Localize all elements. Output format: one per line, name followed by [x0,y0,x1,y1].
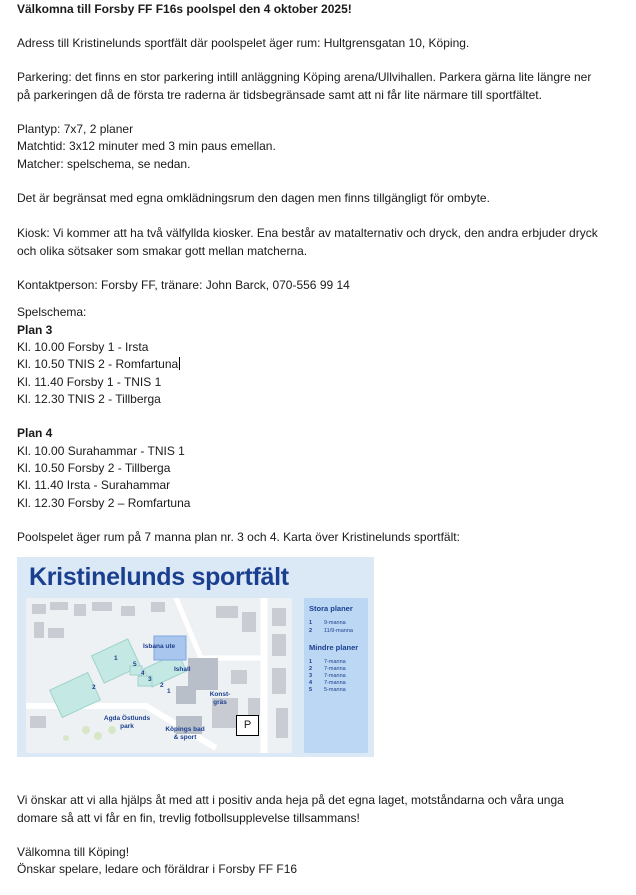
plan4-game: Kl. 10.00 Surahammar - TNIS 1 [17,444,185,458]
sportfalt-map [17,557,374,757]
plan-type-text: Plantyp: 7x7, 2 planer [17,122,134,136]
legend-big-header: Stora planer [309,604,353,613]
cheer-text: Vi önskar att vi alla hjälps åt med att i positiv anda heja på det egna laget, motståndarna och våra unga domare så att vi får en fin, trevlig fotbollsupplevelse tillsammans! [17,793,564,825]
address-text: Adress till Kristinelunds sportfält där poolspelet äger rum: Hultgrensgatan 10, Köping. [17,36,470,50]
match-time-text: Matchtid: 3x12 minuter med 3 min paus emellan. [17,139,276,153]
plan3-game: Kl. 12.30 TNIS 2 - Tillberga [17,392,161,406]
plan3-title: Plan 3 [17,323,53,337]
contact-text: Kontaktperson: Forsby FF, tränare: John Barck, 070-556 99 14 [17,278,350,292]
ishall-label: Ishall [174,666,191,673]
legend-row: 3 7-manna [309,673,346,679]
kiosk-text: Kiosk: Vi kommer att ha två välfyllda kiosker. Ena består av matalternativ och dryck, den andra erbjuder dryck och olika sötsaker som smakar gott mellan matcherna. [17,226,598,258]
pitch-number: 1 [114,655,118,662]
pitch-number: 4 [141,670,145,677]
plan4-game: Kl. 10.50 Forsby 2 - Tillberga [17,461,171,475]
plan3-game: Kl. 11.40 Forsby 1 - TNIS 1 [17,375,162,389]
legend-row: 2 11/9-manna [309,628,353,634]
bad-label: Köpings bad & sport [165,726,205,741]
map-legend [304,598,368,753]
plan4-game: Kl. 11.40 Irsta - Surahammar [17,478,171,492]
plan3-game: Kl. 10.50 TNIS 2 - Romfartuna [17,357,179,371]
pitch-number: 5 [133,661,137,668]
legend-row: 1 9-manna [309,620,346,626]
plan3-game: Kl. 10.00 Forsby 1 - Irsta [17,340,149,354]
isbana-label: Isbana ute [143,643,176,650]
text-cursor [179,357,180,370]
map-intro-text: Poolspelet äger rum på 7 manna plan nr. 3 och 4. Karta över Kristinelunds sportfält: [17,530,460,544]
parking-marker: P [236,715,259,736]
legend-row: 2 7-manna [309,666,346,672]
park-label: Agda Östlunds park [103,715,151,730]
pitch-number: 3 [148,676,152,683]
changing-rooms-text: Det är begränsat med egna omklädningsrum den dagen men finns tillgängligt för ombyte. [17,191,490,205]
legend-row: 5 5-manna [309,687,346,693]
legend-row: 4 7-manna [309,680,346,686]
welcome-text: Välkomna till Köping! [17,845,130,859]
matches-text: Matcher: spelschema, se nedan. [17,157,191,171]
legend-row: 1 7-manna [309,659,346,665]
legend-small-header: Mindre planer [309,643,359,652]
schedule-label: Spelschema: [17,305,87,319]
pitch-number: 2 [92,684,96,691]
map-title: Kristinelunds sportfält [29,563,289,591]
konstgras-label: Konst-gräs [209,691,231,706]
page-title: Välkomna till Forsby FF F16s poolspel den 4 oktober 2025! [17,2,352,16]
plan4-title: Plan 4 [17,426,53,440]
greeting-text: Önskar spelare, ledare och föräldrar i Forsby FF F16 [17,862,298,876]
plan4-game: Kl. 12.30 Forsby 2 – Romfartuna [17,496,191,510]
pitch-number: 2 [160,682,164,689]
parking-text: Parkering: det finns en stor parkering intill anläggning Köping arena/Ullvihallen. Parkera gärna lite längre ner på parkeringen då de första tre raderna är tidsbegränsade samt att ni får lite närmare till sportfältet. [17,70,592,102]
pitch-number: 1 [167,688,171,695]
